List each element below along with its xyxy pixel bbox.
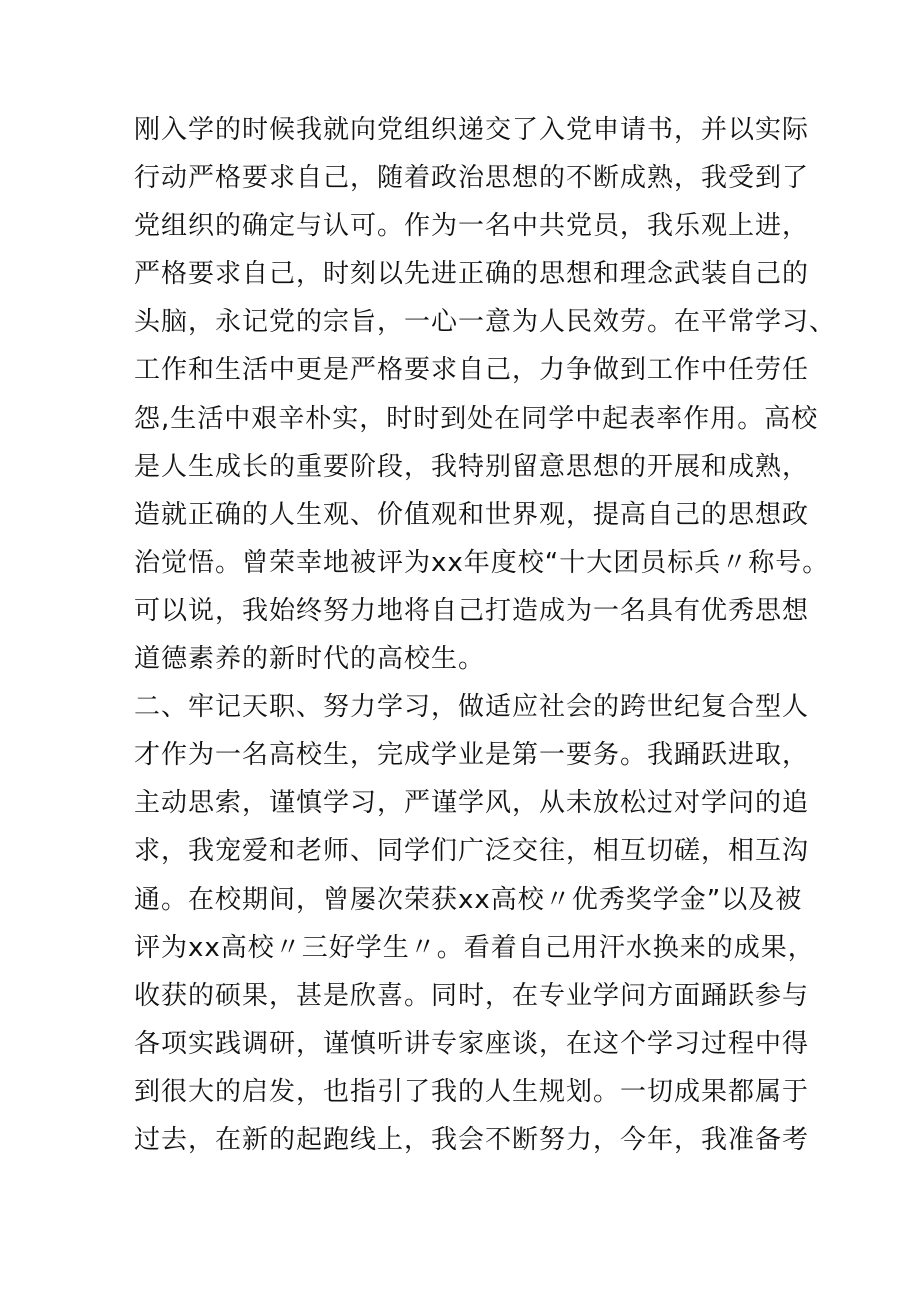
text-line: 工作和生活中更是严格要求自己，力争做到工作中任劳任: [134, 355, 810, 386]
text-line: 严格要求自己，时刻以先进正确的思想和理念武装自己的: [134, 259, 810, 290]
text-line: 过去，在新的起跑线上，我会不断努力，今年，我准备考: [134, 1124, 810, 1155]
text-line: 是人生成长的重要阶段，我特别留意思想的开展和成熟，: [134, 451, 810, 482]
text-line: 才作为一名高校生，完成学业是第一要务。我踊跃进取，: [134, 740, 810, 771]
text-line: 怨,生活中艰辛朴实，时时到处在同学中起表率作用。高校: [134, 403, 819, 434]
text-line: 造就正确的人生观、价值观和世界观，提高自己的思想政: [134, 499, 810, 530]
text-line: 各项实践调研，谨慎听讲专家座谈，在这个学习过程中得: [134, 1028, 810, 1059]
body-text: [134, 106, 837, 1164]
text-line: 党组织的确定与认可。作为一名中共党员，我乐观上进，: [134, 211, 810, 242]
text-line: 头脑，永记党的宗旨，一心一意为人民效劳。在平常学习、: [134, 307, 837, 338]
text-line: 可以说，我始终努力地将自己打造成为一名具有优秀思想: [134, 595, 810, 626]
text-line: 行动严格要求自己，随着政治思想的不断成熟，我受到了: [134, 163, 810, 194]
text-line: 主动思索，谨慎学习，严谨学风，从未放松过对学问的追: [134, 788, 810, 819]
text-line: 收获的硕果，甚是欣喜。同时，在专业学问方面踊跃参与: [134, 980, 810, 1011]
text-line: 刚入学的时候我就向党组织递交了入党申请书，并以实际: [134, 115, 810, 145]
text-line: 治觉悟。曾荣幸地被评为xx年度校“十大团员标兵〃称号。: [134, 547, 830, 578]
text-line: 到很大的启发，也指引了我的人生规划。一切成果都属于: [134, 1076, 810, 1107]
text-line: 通。在校期间，曾屡次荣获xx高校〃优秀奖学金”以及被: [134, 884, 803, 915]
text-line: 求，我宠爱和老师、同学们广泛交往，相互切磋，相互沟: [134, 836, 810, 867]
text-line: 评为xx高校〃三好学生〃。看着自己用汗水换来的成果，: [134, 932, 815, 963]
section-heading-line: 二、牢记天职、努力学习，做适应社会的跨世纪复合型人: [134, 692, 810, 723]
text-line: 道德素养的新时代的高校生。: [134, 644, 486, 675]
